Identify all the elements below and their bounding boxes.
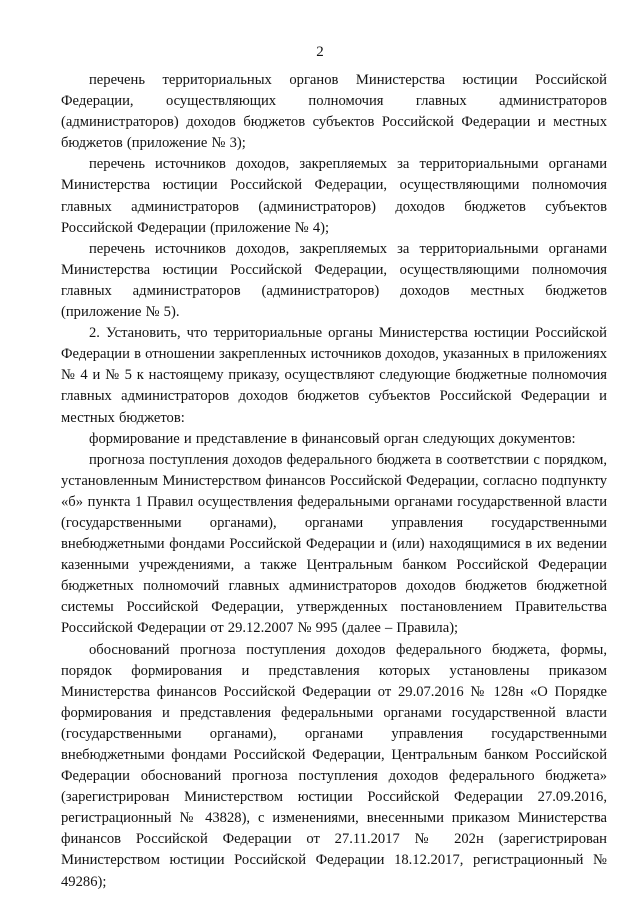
page-number: 2 [316,44,324,60]
paragraph-item-2: 2. Установить, что территориальные органы Министерства юстиции Российской Федерации в отношении закрепленных источников доходов, указанных в приложениях № 4 и № 5 к настоящему приказу, осуществляют следующие бюджетные полномочия главных администраторов доходов бюджетов субъектов Российской Федерации и местных бюджетов: [61,325,607,426]
paragraph-documents-intro: формирование и представление в финансовый орган следующих документов: [89,430,576,447]
paragraph-revenue-forecast: прогноза поступления доходов федерального бюджета в соответствии с порядком, установленным Министерством финансов Российской Федерации, согласно подпункту «б» пункта 1 Правил осуществления федеральными органами государственной власти (государственными органами), органами управления государственными внебюджетными фондами Российской Федерации и (или) находящимися в их ведении казенными учреждениями, а также Центральным банком Российской Федерации бюджетных полномочий главных администраторов доходов бюджетов бюджетной системы Российской Федерации, утвержденных постановлением Правительства Российской Федерации от 29.12.2007 № 995 (далее – Правила); [61,451,607,637]
paragraph-forecast-justification: обоснований прогноза поступления доходов федерального бюджета, формы, порядок формирования и представления которых установлены приказом Министерства финансов Российской Федерации от 29.07.2016 № 128н «О Порядке формирования и представления федеральными органами государственной власти (государственными органами), органами управления государственными внебюджетными фондами Российской Федерации, Центральным банком Российской Федерации обоснований прогноза поступления доходов федерального бюджета» (зарегистрирован Министерством юстиции Российской Федерации 27.09.2016, регистрационный № 43828), с изменениями, внесенными приказом Министерства финансов Российской Федерации от 27.11.2017 № 202н (зарегистрирован Министерством юстиции Российской Федерации 18.12.2017, регистрационный № 49286); [61,641,607,890]
paragraph-appendix-4: перечень источников доходов, закрепляемых за территориальными органами Министерства юстиции Российской Федерации, осуществляющими полномочия главных администраторов (администраторов) доходов бюджетов субъектов Российской Федерации (приложение № 4); [61,156,607,236]
document-body [61,70,607,893]
paragraph-appendix-5: перечень источников доходов, закрепляемых за территориальными органами Министерства юстиции Российской Федерации, осуществляющими полномочия главных администраторов (администраторов) доходов местных бюджетов (приложение № 5). [61,240,607,321]
paragraph-appendix-3: перечень территориальных органов Министерства юстиции Российской Федерации, осуществляющих полномочия главных администраторов (администраторов) доходов бюджетов субъектов Российской Федерации и местных бюджетов (приложение № 3); [61,72,607,152]
